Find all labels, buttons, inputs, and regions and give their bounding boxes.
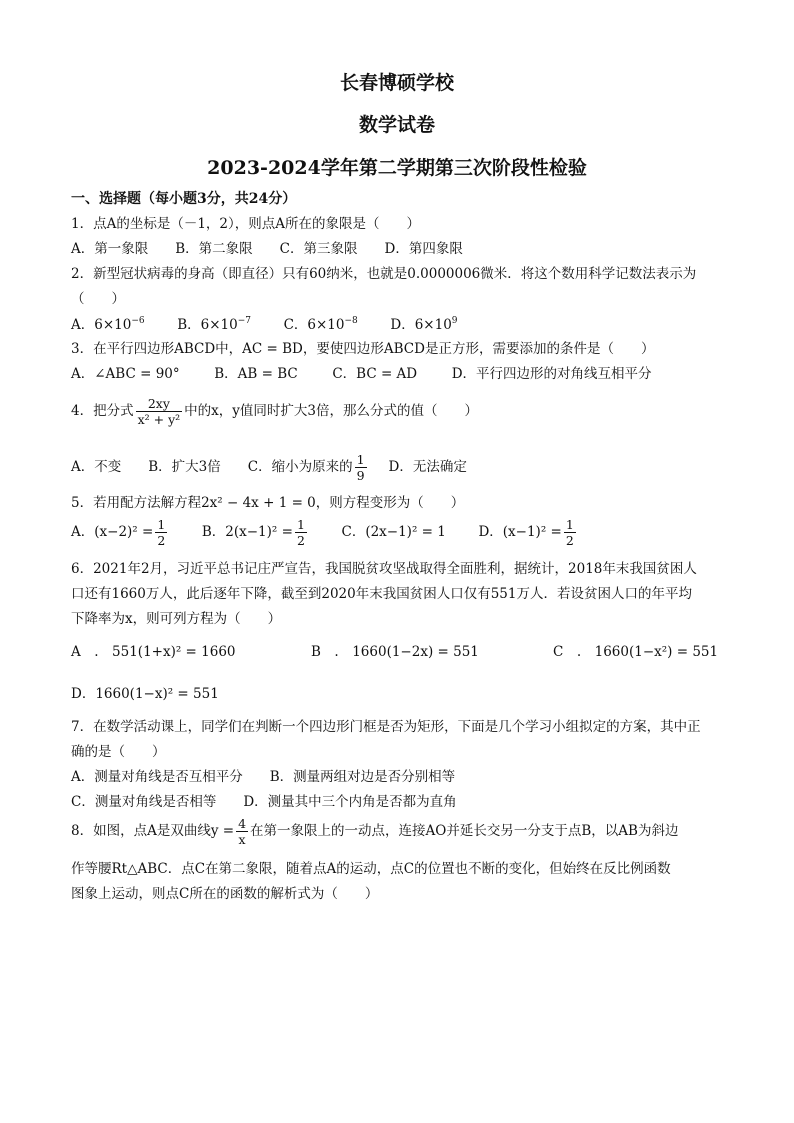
q6-option-c: C . 1660(1−x²) = 551 bbox=[553, 644, 719, 660]
q7-line2: 确的是（ ） bbox=[71, 744, 166, 760]
q2-options bbox=[71, 316, 458, 334]
exam-title: 2023-2024学年第二学期第三次阶段性检验 bbox=[207, 157, 587, 179]
q1-stem: 1．点A的坐标是（－1，2），则点A所在的象限是（ ） bbox=[71, 216, 421, 232]
q5-option-b: B．2(x−1)² = $\frac{1}{2}$ bbox=[201, 517, 305, 548]
q7-line1: 7．在数学活动课上，同学们在判断一个四边形门框是否为矩形，下面是几个学习小组拟定的方案，其中正 bbox=[71, 719, 701, 735]
q4-options: A．不变 B．扩大3倍 C．缩小为原来的 $\frac{1}{9}$ D．无法确定 bbox=[71, 452, 467, 483]
q3-option-d: D．平行四边形的对角线互相平分 bbox=[451, 366, 652, 382]
q6-line3: 下降率为x，则可列方程为（ ） bbox=[71, 611, 282, 627]
q3-stem: 3．在平行四边形ABCD中，AC = BD，要使四边形ABCD是正方形，需要添加的条件是（ ） bbox=[71, 341, 655, 357]
q6-option-a: A . 551(1+x)² = 1660 bbox=[71, 644, 236, 660]
q8-line3: 图象上运动，则点C所在的函数的解析式为（ ） bbox=[71, 886, 379, 902]
q5-option-d: D．(x−1)² = $\frac{1}{2}$ bbox=[478, 517, 574, 548]
q5-stem: 5．若用配方法解方程2x² − 4x + 1 = 0，则方程变形为（ ） bbox=[71, 495, 465, 511]
q5-option-c: C．(2x−1)² = 1 bbox=[341, 524, 446, 540]
q2-option-d: D．$6\times 10^9$ bbox=[390, 316, 458, 333]
q2-stem: 2．新型冠状病毒的身高（即直径）只有60纳米，也就是0.0000006微米．将这个数用科学记数法表示为 bbox=[71, 266, 697, 282]
q5-option-a: A．(x−2)² = $\frac{1}{2}$ bbox=[71, 517, 166, 548]
q5-options bbox=[71, 517, 578, 548]
q2-option-c: C．$6\times 10^{-8}$ bbox=[283, 316, 358, 333]
q2-option-a: A．$6\times 10^{-6}$ bbox=[71, 316, 145, 333]
q8-line1: 8．如图，点A是双曲线y = $\frac{4}{x}$ 在第一象限上的一动点，连接AO并延长交另一分支于点B，以AB为斜边 bbox=[71, 816, 679, 847]
q6-options-row bbox=[71, 643, 718, 661]
q3-options bbox=[71, 365, 652, 383]
q3-option-b: B．AB = BC bbox=[214, 366, 298, 382]
q2-blank: （ ） bbox=[71, 291, 125, 307]
q6-option-d: D．1660(1−x)² = 551 bbox=[71, 686, 219, 702]
q7-options-cd: C．测量对角线是否相等 D．测量其中三个内角是否都为直角 bbox=[71, 794, 457, 810]
q1-options: A．第一象限 B．第二象限 C．第三象限 D．第四象限 bbox=[71, 241, 463, 257]
q2-option-b: B．$6\times 10^{-7}$ bbox=[177, 316, 251, 333]
q8-fraction: $\frac{4}{x}$ bbox=[238, 816, 247, 847]
q4-option-fraction: $\frac{1}{9}$ bbox=[356, 452, 365, 483]
q8-line2: 作等腰Rt△ABC．点C在第二象限，随着点A的运动，点C的位置也不断的变化，但始终在反比例函数 bbox=[71, 861, 671, 877]
school-name: 长春博硕学校 bbox=[339, 72, 454, 94]
q4-stem: 4．把分式 $\frac{2xy}{\text{x² + y²}}$ 中的x，y值同时扩大3倍，那么分式的值（ ） bbox=[71, 396, 478, 427]
q6-line2: 口还有1660万人，此后逐年下降，截至到2020年末我国贫困人口仅有551万人．若设贫困人口的年平均 bbox=[71, 586, 692, 602]
q3-option-a: A．∠ABC = 90° bbox=[71, 366, 180, 382]
q4-fraction: $\frac{2xy}{\text{x² + y²}}$ bbox=[137, 396, 181, 427]
section-heading: 一、选择题（每小题3分，共24分） bbox=[71, 191, 297, 207]
q3-option-c: C．BC = AD bbox=[332, 366, 418, 382]
subject-title: 数学试卷 bbox=[358, 114, 435, 136]
q6-line1: 6．2021年2月，习近平总书记庄严宣告，我国脱贫攻坚战取得全面胜利，据统计，2018年末我国贫困人 bbox=[71, 561, 697, 577]
q6-option-b: B . 1660(1−2x) = 551 bbox=[311, 644, 479, 660]
q7-options-ab: A．测量对角线是否互相平分 B．测量两组对边是否分别相等 bbox=[71, 769, 456, 785]
